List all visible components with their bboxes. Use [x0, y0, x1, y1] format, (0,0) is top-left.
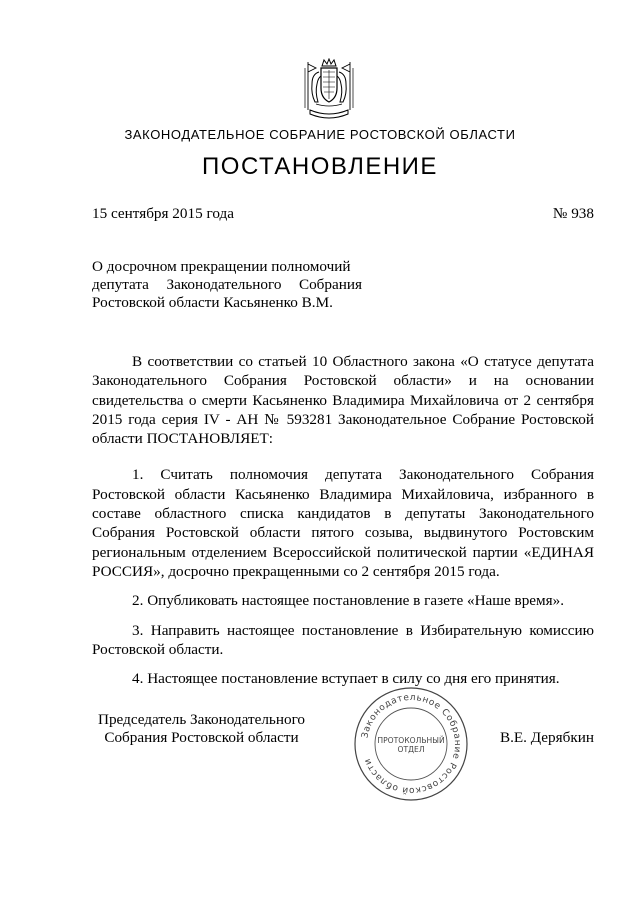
subject-line: Ростовской области Касьяненко В.М.: [92, 294, 333, 311]
subject-line: О досрочном прекращении полномочий: [92, 258, 351, 275]
resolution-item: 4. Настоящее постановление вступает в силу со дня его принятия.: [132, 670, 560, 688]
document-number: № 938: [552, 205, 594, 222]
resolution-item: 3. Направить настоящее постановление в Избирательную комиссию Ростовской области.: [92, 621, 594, 658]
official-stamp: [352, 685, 470, 803]
stamp-center-line1: ПРОТОКОЛЬНЫЙ: [377, 736, 445, 745]
resolution-item: 1. Считать полномочия депутата Законодательного Собрания Ростовской области Касьяненко Владимира Михайловича, избранного в составе областного списка кандидатов в депутаты Законодательного Собрания Ростовской области пятого созыва, выдвинутого Ростовским региональным отделением Всероссийской политической партии «ЕДИНАЯ РОССИЯ», досрочно прекращенными со 2 сентября 2015 года.: [92, 466, 594, 580]
signatory-position: [98, 711, 305, 747]
stamp-center-line2: ОТДЕЛ: [397, 745, 425, 754]
stamp-ring-text: Законодательное Собрание Ростовской области: [360, 692, 463, 796]
preamble-paragraph: В соответствии со статьей 10 Областного закона «О статусе депутата Законодательного Собрания Ростовской области» и на основании свидетельства о смерти Касьяненко Владимира Михайловича от 2 сентября 2015 года серия IV - АН № 593281 Законодательное Собрание Ростовской области ПОСТАНОВЛЯЕТ:: [92, 353, 594, 448]
signatory-position-line: Председатель Законодательного: [98, 711, 306, 728]
resolution-item: 2. Опубликовать настоящее постановление в газете «Наше время».: [132, 592, 565, 610]
document-type-title: ПОСТАНОВЛЕНИЕ: [202, 153, 438, 180]
subject-line: депутата Законодательного Собрания: [92, 276, 362, 293]
document-date: 15 сентября 2015 года: [92, 205, 234, 222]
document-body: [92, 352, 594, 688]
signatory-position-line: Собрания Ростовской области: [104, 729, 299, 746]
coat-of-arms-icon: [302, 58, 356, 124]
signatory-name: В.Е. Дерябкин: [499, 729, 594, 746]
document-subject: [92, 258, 362, 312]
organization-name: ЗАКОНОДАТЕЛЬНОЕ СОБРАНИЕ РОСТОВСКОЙ ОБЛАСТИ: [124, 127, 516, 142]
